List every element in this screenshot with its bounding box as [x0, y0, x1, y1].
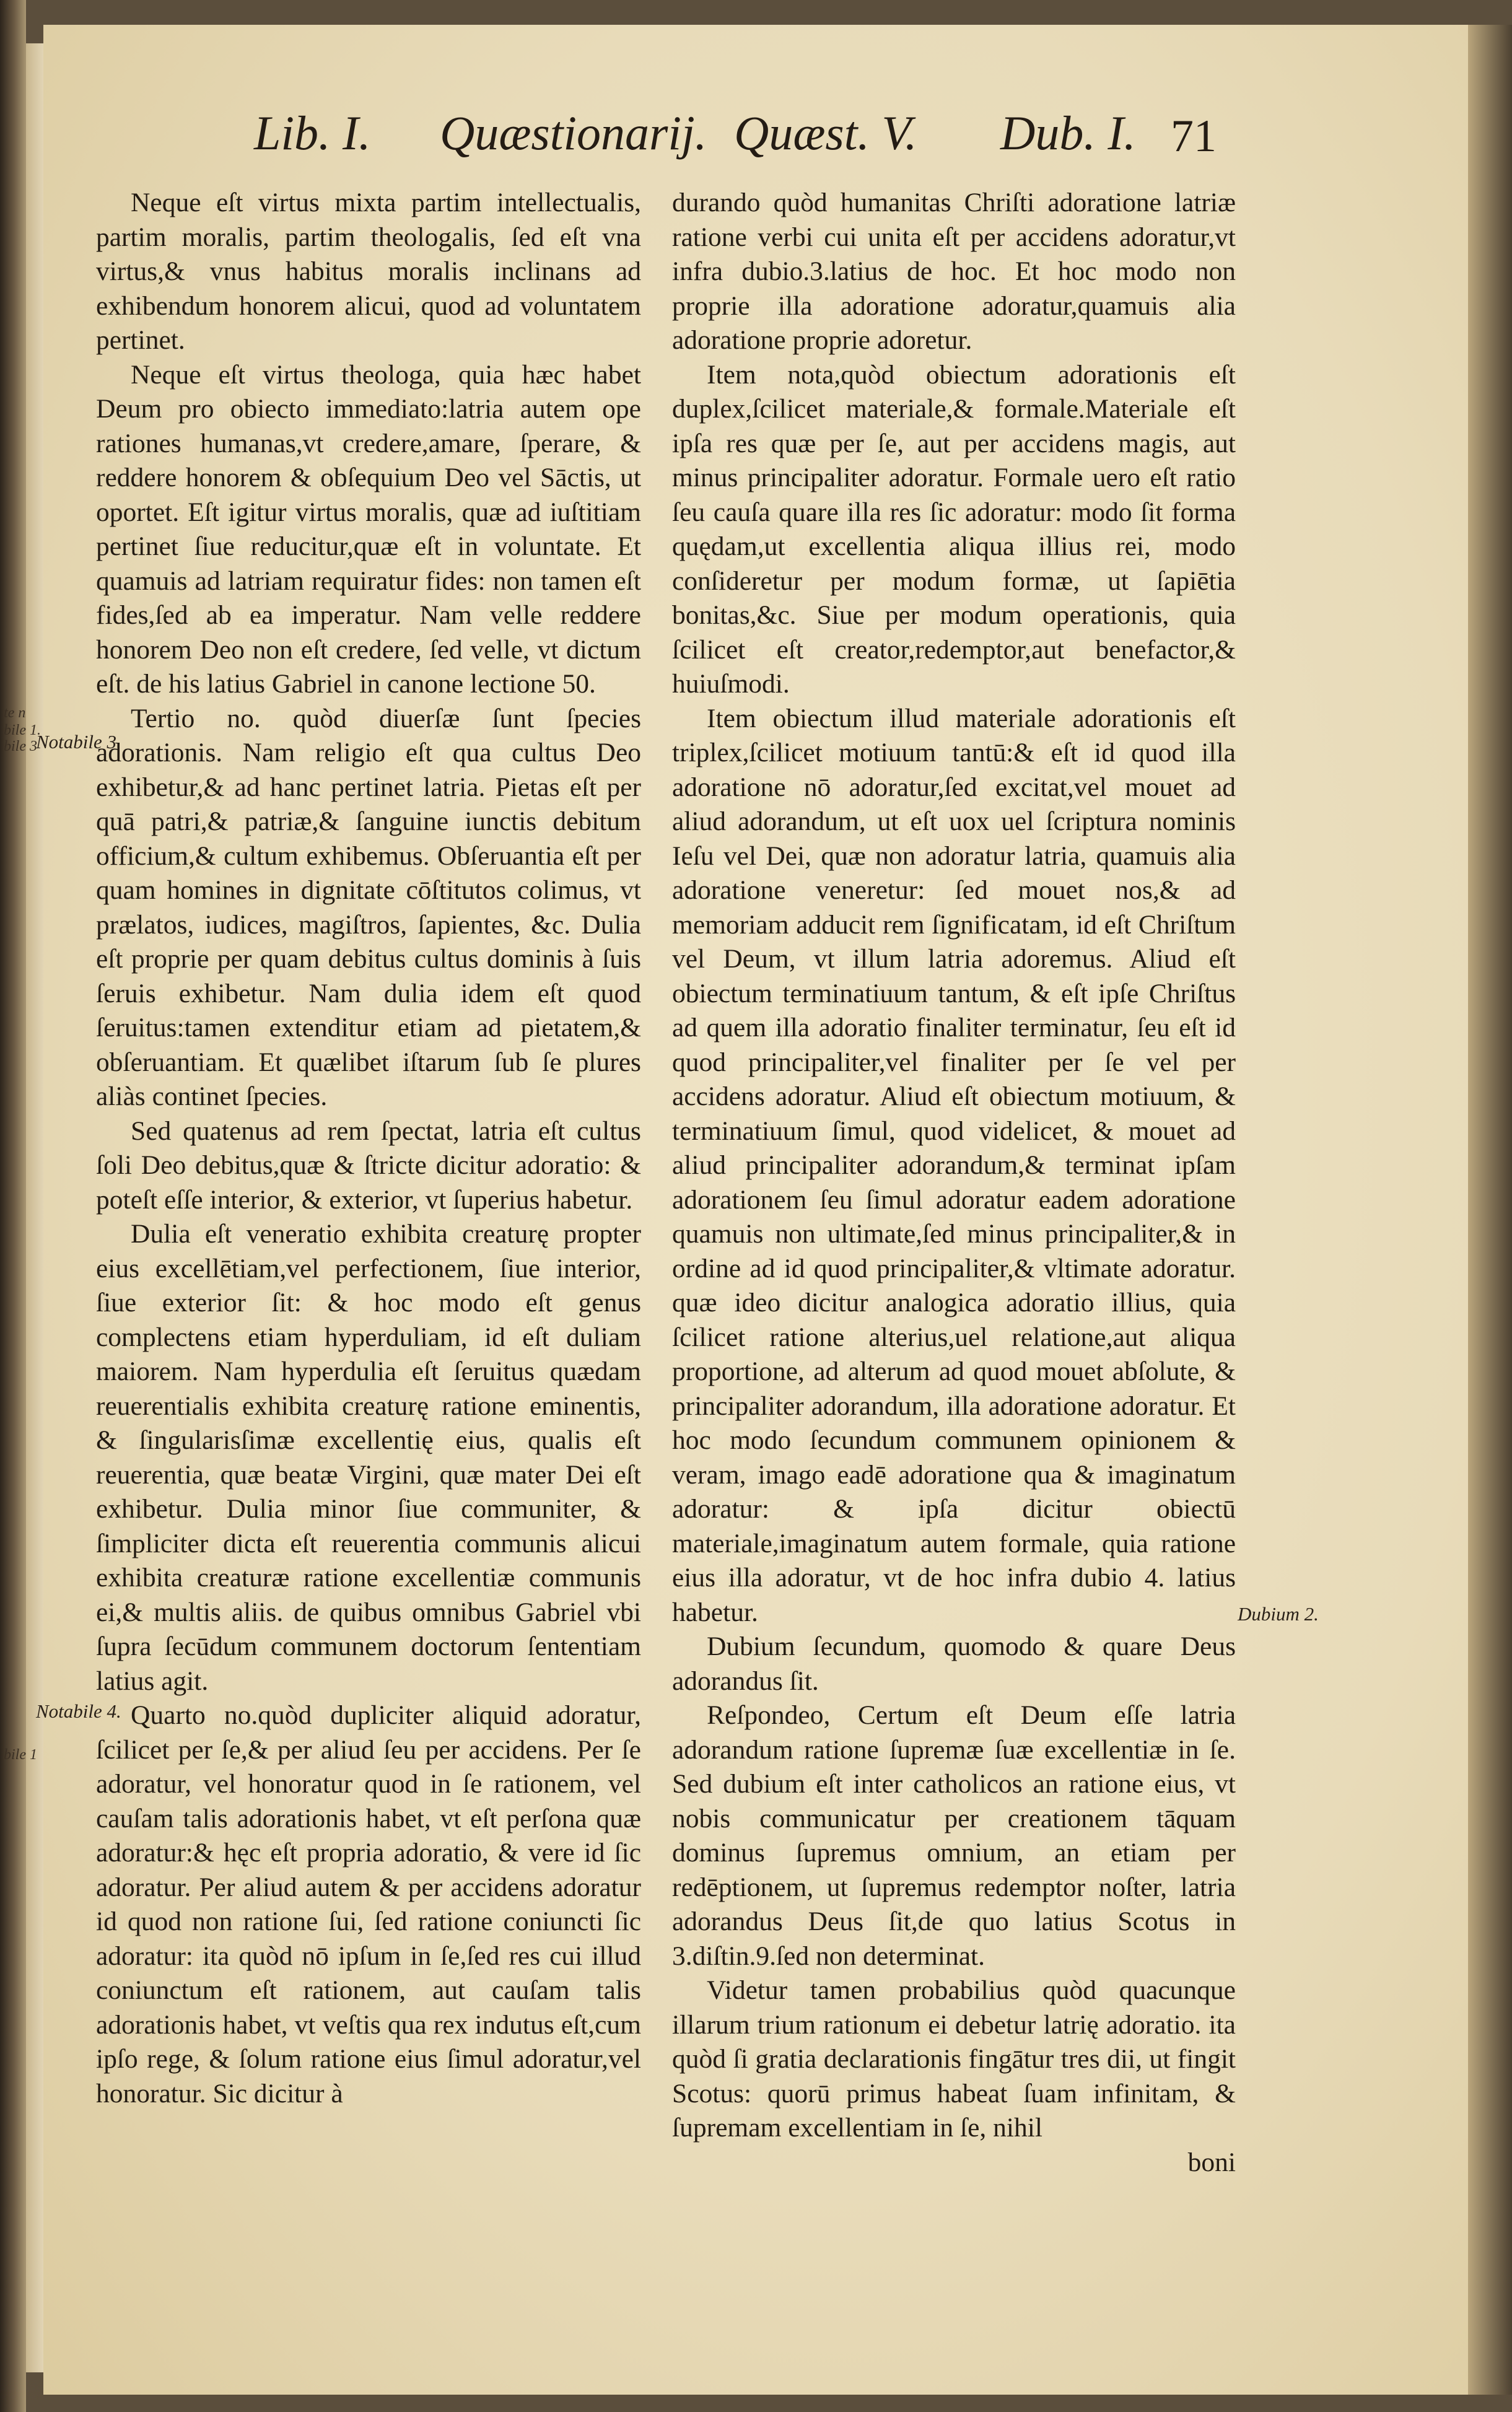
paragraph: Neque eſt virtus theologa, quia hæc habet Deum pro obiecto immediato:latria autem ope rationes humanas,vt credere,amare, ſperare, & reddere honorem & obſequium Deo vel Sāctis, ut oportet. Eſt igitur virtus moralis, quæ ad iuſtitiam pertinet ſiue reducitur,quæ eſt in voluntate. Et quamuis ad latriam requiratur fides: non tamen eſt fides,ſed ab ea imperatur. Nam velle reddere honorem Deo non eſt credere, ſed velle, vt dictum eſt. de his latius Gabriel in canone lectione 50.: [96, 359, 641, 699]
edge-fragment: te n: [4, 705, 26, 721]
header-quaest: Quæst. V.: [734, 106, 917, 160]
right-column: [672, 186, 1236, 2180]
paragraph: Dubium ſecundum, quomodo & quare Deus adorandus ſit.: [672, 1632, 1236, 1696]
margin-note-notabile-3: Notabile 3: [36, 731, 117, 753]
header-questionary: Quæstionarij.: [440, 106, 707, 160]
page-edge-shadow: [1468, 25, 1512, 2395]
margin-note-dubium-2: Dubium 2.: [1238, 1603, 1319, 1625]
page-number: 71: [1171, 111, 1217, 162]
catchword: boni: [1187, 2147, 1236, 2177]
margin-note-notabile-4: Notabile 4.: [36, 1700, 121, 1722]
paragraph: Dulia eſt veneratio exhibita creaturę propter eius excellētiam,vel perfectionem, ſiue interior, ſiue exterior ſit: & hoc modo eſt genus complectens etiam hyperduliam, id eſt duliam maiorem. Nam hyperdulia eſt ſeruitus quædam reuerentialis exhibita creaturę ratione eminentis, & ſingularisſimæ excellentię eius, qualis eſt reuerentia, quæ beatæ Virgini, quæ mater Dei eſt exhibetur. Dulia minor ſiue communiter, & ſimpliciter dicta eſt reuerentia communis alicui exhibita creaturæ ratione excellentiæ communis ei,& multis aliis. de quibus omnibus Gabriel vbi ſupra ſecūdum communem doctorum ſententiam latius agit.: [96, 1219, 641, 1696]
paragraph: Item obiectum illud materiale adorationis eſt triplex,ſcilicet motiuum tantū:& eſt id quod illa adoratione nō adoratur,ſed excitat,vel mouet ad aliud adorandum, ut eſt uox uel ſcriptura nominis Ieſu vel Dei, quæ non adoratur latria, quamuis alia adoratione veneretur: ſed mouet nos,& ad memoriam adducit rem ſignificatam, id eſt Chriſtum vel Deum, vt illum latria adoremus. Aliud eſt obiectum terminatiuum tantum, & eſt ipſe Chriſtus ad quem illa adoratio finaliter terminatur, ſeu eſt id quod principaliter,vel finaliter per ſe vel per accidens adoratur. Aliud eſt obiectum motiuum, & terminatiuum ſimul, quod videlicet, & mouet ad aliud principaliter adorandum,& terminat ipſam adorationem ſeu ſimul adoratur eadem adoratione quamuis non ultimate,ſed minus principaliter,& in ordine ad id quod principaliter,& vltimate adoratur. quæ ideo dicitur analogica adoratio illius, quia ſcilicet ratione alterius,uel relatione,aut aliqua proportione, ad alterum ad quod mouet abſolute, & principaliter adorandum, illa adoratione adoratur. Et hoc modo ſecundum communem opinionem & veram, imago eadē adoratione qua & imaginatum adoratur: & ipſa dicitur obiectū materiale,imaginatum autem formale, quia ratione eius illa adoratur, vt de hoc infra dubio 4. latius habetur.: [672, 703, 1236, 1627]
book-spine: [0, 0, 26, 2412]
edge-fragment: bile 1: [4, 1747, 37, 1763]
paragraph: Item nota,quòd obiectum adorationis eſt duplex,ſcilicet materiale,& formale.Materiale eſt ipſa res quæ per ſe, aut per accidens magis, aut minus principaliter adoratur. Formale uero eſt ratio ſeu cauſa quare illa res ſic adoratur: modo ſit forma quędam,ut excellentia aliqua illius rei, modo conſideretur per modum formæ, ut ſapiētia bonitas,&c. Siue per modum operationis, quia ſcilicet eſt creator,redemptor,aut benefactor,& huiuſmodi.: [672, 359, 1236, 699]
left-column: [96, 186, 641, 2111]
header-dub: Dub. I.: [1000, 106, 1136, 160]
paragraph: Reſpondeo, Certum eſt Deum eſſe latria adorandum ratione ſupremæ ſuæ excellentiæ in ſe. Sed dubium eſt inter catholicos an ratione eius, vt nobis communicatur per creationem tāquam dominus ſupremus omnium, an etiam per redēptionem, ut ſupremus redemptor noſter, latria adorandus Deus ſit,de quo latius Scotus in 3.diſtin.9.ſed non determinat.: [672, 1700, 1236, 1971]
previous-page-edge: [26, 43, 45, 2372]
running-header: [204, 105, 1226, 173]
paragraph: Neque eſt virtus mixta partim intellectualis, partim moralis, partim theologalis, ſed eſt vna virtus,& vnus habitus moralis inclinans ad exhibendum honorem alicui, quod ad voluntatem pertinet.: [96, 188, 641, 355]
paragraph: durando quòd humanitas Chriſti adoratione latriæ ratione verbi cui unita eſt per accidens adoratur,vt infra dubio.3.latius de hoc. Et hoc modo non proprie illa adoratione adoratur,quamuis alia adoratione proprie adoretur.: [672, 188, 1236, 355]
paragraph: Videtur tamen probabilius quòd quacunque illarum trium rationum ei debetur latrię adoratio. ita quòd ſi gratia declarationis fingātur tres dii, ut fingit Scotus: quorū primus habeat ſuam infinitam, & ſupremam excellentiam in ſe, nihil: [672, 1975, 1236, 2143]
edge-fragment: bile 3: [4, 738, 37, 754]
header-lib: Lib. I.: [254, 106, 371, 160]
edge-fragment: bile 1.: [4, 722, 41, 738]
paragraph: Tertio no. quòd diuerſæ ſunt ſpecies adorationis. Nam religio eſt qua cultus Deo exhibetur,& ad hanc pertinet latria. Pietas eſt per quā patri,& patriæ,& ſanguine iunctis debitum officium,& cultum exhibemus. Obſeruantia eſt per quam homines in dignitate cōſtitutos colimus, vt prælatos, iudices, magiſtros, ſapientes, &c. Dulia eſt proprie per quam debitus cultus dominis à ſuis ſeruis exhibetur. Nam dulia idem eſt quod ſeruitus:tamen extenditur etiam ad pietatem,& obſeruantiam. Et quælibet iſtarum ſub ſe plures aliàs continet ſpecies.: [96, 703, 641, 1111]
paragraph: Sed quatenus ad rem ſpectat, latria eſt cultus ſoli Deo debitus,quæ & ſtricte dicitur adoratio: & poteſt eſſe interior, & exterior, vt ſuperius habetur.: [96, 1116, 641, 1215]
paragraph: Quarto no.quòd dupliciter aliquid adoratur, ſcilicet per ſe,& per aliud ſeu per accidens. Per ſe adoratur, vel honoratur quod in ſe rationem, vel cauſam talis adorationis habet, vt eſt perſona quæ adoratur:& hęc eſt propria adoratio, & vere id ſic adoratur. Per aliud autem & per accidens adoratur id quod non ratione ſui, ſed ratione coniuncti ſic adoratur: ita quòd nō ipſum in ſe,ſed res cui illud coniunctum eſt rationem, aut cauſam talis adorationis habet, vt veſtis qua rex indutus eſt,cum ipſo rege, & ſolum ratione eius ſimul adoratur,vel honoratur. Sic dicitur à: [96, 1700, 641, 2108]
